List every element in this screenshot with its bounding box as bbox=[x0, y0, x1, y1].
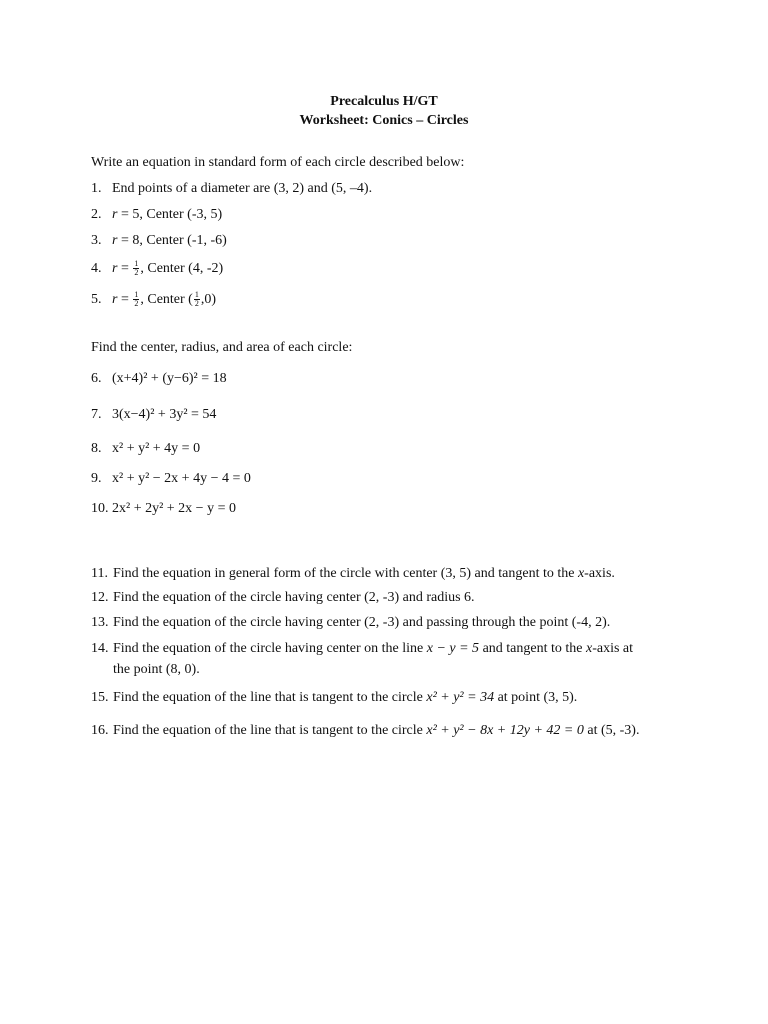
item-9-number: 9. bbox=[91, 471, 102, 486]
center-text: , Center (4, -2) bbox=[140, 261, 224, 276]
worksheet-title: Worksheet: Conics – Circles bbox=[299, 113, 469, 128]
item-1-text: End points of a diameter are (3, 2) and (5, –4). bbox=[112, 181, 373, 196]
item-3-text: r = 8, Center (-1, -6) bbox=[112, 233, 227, 248]
center-fraction: $\frac{1}{2}$ bbox=[194, 290, 199, 309]
center-text: , Center (-1, -6) bbox=[139, 233, 227, 248]
item-15-number: 15. bbox=[91, 690, 109, 705]
section1-instruction: Write an equation in standard form of each circle described below: bbox=[91, 155, 465, 170]
radius-fraction: $\frac{1}{2}$ bbox=[134, 259, 139, 278]
item-14-text-line2: the point (8, 0). bbox=[113, 662, 200, 677]
radius-fraction: $\frac{1}{2}$ bbox=[134, 290, 139, 309]
item-15-text: Find the equation of the line that is tangent to the circle x² + y² = 34 at point (3, 5). bbox=[113, 690, 578, 705]
center-prefix: , Center ( bbox=[140, 292, 193, 307]
item-8-number: 8. bbox=[91, 441, 102, 456]
item-10-number: 10. bbox=[91, 501, 109, 516]
item-4-text: r = $\frac{1}{2}$ , Center (4, -2) bbox=[112, 259, 224, 278]
radius-variable: r bbox=[112, 261, 118, 276]
item-11-number: 11. bbox=[91, 566, 108, 581]
center-text: , Center (-3, 5) bbox=[139, 207, 223, 222]
item-12-number: 12. bbox=[91, 590, 109, 605]
item-3-number: 3. bbox=[91, 233, 102, 248]
course-title: Precalculus H/GT bbox=[330, 94, 438, 109]
item-2-number: 2. bbox=[91, 207, 102, 222]
item-4-number: 4. bbox=[91, 261, 102, 276]
item-12-text: Find the equation of the circle having center (2, -3) and radius 6. bbox=[113, 590, 475, 605]
item-14-number: 14. bbox=[91, 641, 109, 656]
circle-equation: x² + y² − 8x + 12y + 42 = 0 bbox=[426, 723, 584, 738]
item-13-text: Find the equation of the circle having center (2, -3) and passing through the point (-4, 2). bbox=[113, 615, 611, 630]
item-16-text: Find the equation of the line that is tangent to the circle x² + y² − 8x + 12y + 42 = 0 at (5, -3). bbox=[113, 723, 640, 738]
item-14-text: Find the equation of the circle having center on the line x − y = 5 and tangent to the x-axis at bbox=[113, 641, 634, 656]
item-2-text: r = 5, Center (-3, 5) bbox=[112, 207, 223, 222]
circle-equation: x² + y² = 34 bbox=[426, 690, 495, 705]
section2-instruction: Find the center, radius, and area of each circle: bbox=[91, 340, 353, 355]
item-8-equation: x² + y² + 4y = 0 bbox=[112, 441, 201, 456]
item-1-number: 1. bbox=[91, 181, 102, 196]
line-equation: x − y = 5 bbox=[426, 641, 480, 656]
item-6-equation: (x+4)² + (y−6)² = 18 bbox=[112, 371, 227, 386]
radius-variable: r bbox=[112, 233, 118, 248]
item-7-equation: 3(x−4)² + 3y² = 54 bbox=[112, 407, 217, 422]
item-6-number: 6. bbox=[91, 371, 102, 386]
item-16-number: 16. bbox=[91, 723, 109, 738]
item-5-number: 5. bbox=[91, 292, 102, 307]
radius-value: 5 bbox=[132, 207, 140, 222]
item-11-text: Find the equation in general form of the circle with center (3, 5) and tangent to the x-axis. bbox=[113, 566, 615, 581]
center-suffix: ,0) bbox=[200, 292, 217, 307]
item-5-text: r = $\frac{1}{2}$ , Center ( $\frac{1}{2}$ ,0) bbox=[112, 290, 217, 309]
item-7-number: 7. bbox=[91, 407, 102, 422]
radius-variable: r bbox=[112, 207, 118, 222]
radius-value: 8 bbox=[132, 233, 140, 248]
item-13-number: 13. bbox=[91, 615, 109, 630]
item-9-equation: x² + y² − 2x + 4y − 4 = 0 bbox=[112, 471, 251, 486]
item-10-equation: 2x² + 2y² + 2x − y = 0 bbox=[112, 501, 236, 516]
radius-variable: r bbox=[112, 292, 118, 307]
